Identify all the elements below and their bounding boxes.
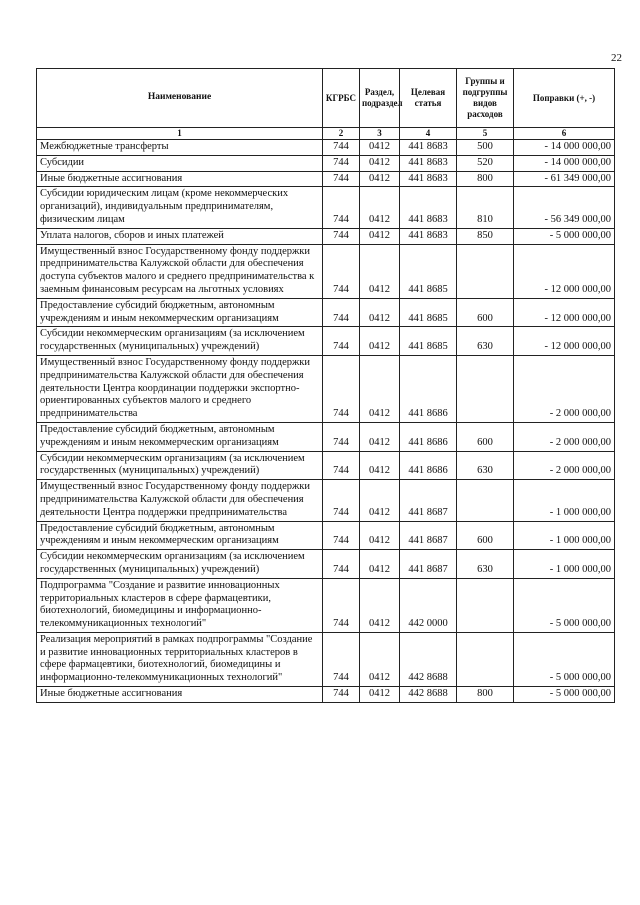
cell-expense-group: 800 [457, 687, 514, 703]
cell-expense-group: 810 [457, 187, 514, 228]
cell-name: Имущественный взнос Государственному фонду поддержки предпринимательства Калужской области для обеспечения доступа субъектов малого и среднего предпринимательства к заемным финансовым ресурсам на льготных условиях [37, 244, 323, 298]
column-number: 6 [514, 128, 615, 140]
cell-target-article: 441 8683 [400, 228, 457, 244]
cell-amendment: - 1 000 000,00 [514, 521, 615, 550]
cell-target-article: 441 8687 [400, 521, 457, 550]
cell-section: 0412 [360, 480, 400, 521]
cell-expense-group [457, 244, 514, 298]
table-row [37, 451, 615, 480]
cell-kgrbs: 744 [323, 298, 360, 327]
cell-name: Иные бюджетные ассигнования [37, 687, 323, 703]
cell-amendment: - 2 000 000,00 [514, 355, 615, 422]
cell-expense-group [457, 355, 514, 422]
cell-amendment: - 5 000 000,00 [514, 228, 615, 244]
cell-name: Подпрограмма "Создание и развитие инновационных территориальных кластеров в сфере фармацевтики, биотехнологий, биомедицины и информационно-телекоммуникационных технологий" [37, 578, 323, 632]
cell-expense-group: 520 [457, 155, 514, 171]
cell-target-article: 441 8683 [400, 171, 457, 187]
cell-kgrbs: 744 [323, 521, 360, 550]
cell-name: Имущественный взнос Государственному фонду поддержки предпринимательства Калужской области для обеспечения деятельности Центра координации поддержки экспортно-ориентированных субъектов малого и среднего предпринимательства [37, 355, 323, 422]
cell-section: 0412 [360, 451, 400, 480]
cell-amendment: - 5 000 000,00 [514, 687, 615, 703]
cell-amendment: - 5 000 000,00 [514, 632, 615, 686]
cell-amendment: - 56 349 000,00 [514, 187, 615, 228]
cell-kgrbs: 744 [323, 451, 360, 480]
column-numbers-row [37, 128, 615, 140]
cell-section: 0412 [360, 187, 400, 228]
cell-name: Предоставление субсидий бюджетным, автономным учреждениям и иным некоммерческим организациям [37, 521, 323, 550]
cell-target-article: 442 0000 [400, 578, 457, 632]
cell-name: Субсидии [37, 155, 323, 171]
cell-name: Реализация мероприятий в рамках подпрограммы "Создание и развитие инновационных территориальных кластеров в сфере фармацевтики, биотехнологий, биомедицины и информационно-телекоммуникационных технологий" [37, 632, 323, 686]
cell-kgrbs: 744 [323, 632, 360, 686]
cell-kgrbs: 744 [323, 480, 360, 521]
cell-section: 0412 [360, 578, 400, 632]
table-row [37, 228, 615, 244]
table-row [37, 155, 615, 171]
cell-name: Уплата налогов, сборов и иных платежей [37, 228, 323, 244]
cell-target-article: 441 8685 [400, 244, 457, 298]
cell-section: 0412 [360, 687, 400, 703]
cell-name: Межбюджетные трансферты [37, 140, 323, 156]
cell-expense-group: 600 [457, 521, 514, 550]
cell-kgrbs: 744 [323, 327, 360, 356]
cell-amendment: - 1 000 000,00 [514, 550, 615, 579]
table-row [37, 422, 615, 451]
cell-expense-group: 600 [457, 422, 514, 451]
column-number: 3 [360, 128, 400, 140]
cell-target-article: 441 8685 [400, 327, 457, 356]
cell-expense-group: 600 [457, 298, 514, 327]
table-row [37, 687, 615, 703]
cell-name: Предоставление субсидий бюджетным, автономным учреждениям и иным некоммерческим организациям [37, 422, 323, 451]
cell-name: Субсидии некоммерческим организациям (за исключением государственных (муниципальных) учреждений) [37, 327, 323, 356]
cell-section: 0412 [360, 521, 400, 550]
cell-amendment: - 12 000 000,00 [514, 327, 615, 356]
page-number: 22 [611, 52, 622, 64]
header-expense-group: Группы и подгруппы видов расходов [457, 69, 514, 128]
cell-name: Субсидии юридическим лицам (кроме некоммерческих организаций), индивидуальным предпринимателям, физическим лицам [37, 187, 323, 228]
cell-section: 0412 [360, 228, 400, 244]
cell-target-article: 441 8687 [400, 550, 457, 579]
cell-amendment: - 2 000 000,00 [514, 451, 615, 480]
budget-amendments-table [36, 68, 615, 703]
table-row [37, 327, 615, 356]
header-target-article: Целевая статья [400, 69, 457, 128]
cell-name: Субсидии некоммерческим организациям (за исключением государственных (муниципальных) учреждений) [37, 451, 323, 480]
table-row [37, 187, 615, 228]
cell-section: 0412 [360, 632, 400, 686]
cell-section: 0412 [360, 171, 400, 187]
cell-expense-group [457, 480, 514, 521]
cell-expense-group: 630 [457, 451, 514, 480]
cell-section: 0412 [360, 327, 400, 356]
table-row [37, 355, 615, 422]
cell-amendment: - 5 000 000,00 [514, 578, 615, 632]
header-name: Наименование [37, 69, 323, 128]
table-header-row [37, 69, 615, 128]
table-row [37, 550, 615, 579]
cell-kgrbs: 744 [323, 155, 360, 171]
cell-amendment: - 61 349 000,00 [514, 171, 615, 187]
cell-name: Иные бюджетные ассигнования [37, 171, 323, 187]
cell-target-article: 441 8686 [400, 355, 457, 422]
cell-section: 0412 [360, 422, 400, 451]
cell-target-article: 441 8683 [400, 140, 457, 156]
table-row [37, 480, 615, 521]
cell-target-article: 441 8683 [400, 187, 457, 228]
cell-target-article: 441 8686 [400, 451, 457, 480]
column-number: 2 [323, 128, 360, 140]
cell-kgrbs: 744 [323, 422, 360, 451]
cell-expense-group [457, 578, 514, 632]
cell-section: 0412 [360, 155, 400, 171]
cell-section: 0412 [360, 298, 400, 327]
cell-name: Имущественный взнос Государственному фонду поддержки предпринимательства Калужской области для обеспечения деятельности Центра поддержки предпринимательства [37, 480, 323, 521]
table-row [37, 521, 615, 550]
cell-expense-group: 630 [457, 327, 514, 356]
table-row [37, 140, 615, 156]
cell-expense-group: 500 [457, 140, 514, 156]
cell-expense-group [457, 632, 514, 686]
header-section: Раздел, подраздел [360, 69, 400, 128]
cell-section: 0412 [360, 550, 400, 579]
cell-amendment: - 14 000 000,00 [514, 155, 615, 171]
cell-name: Субсидии некоммерческим организациям (за исключением государственных (муниципальных) учреждений) [37, 550, 323, 579]
cell-kgrbs: 744 [323, 355, 360, 422]
cell-kgrbs: 744 [323, 228, 360, 244]
cell-kgrbs: 744 [323, 171, 360, 187]
cell-kgrbs: 744 [323, 578, 360, 632]
cell-target-article: 442 8688 [400, 687, 457, 703]
table-row [37, 244, 615, 298]
cell-kgrbs: 744 [323, 140, 360, 156]
cell-target-article: 441 8687 [400, 480, 457, 521]
cell-section: 0412 [360, 244, 400, 298]
cell-amendment: - 12 000 000,00 [514, 298, 615, 327]
column-number: 4 [400, 128, 457, 140]
cell-target-article: 442 8688 [400, 632, 457, 686]
cell-amendment: - 2 000 000,00 [514, 422, 615, 451]
cell-expense-group: 630 [457, 550, 514, 579]
column-number: 1 [37, 128, 323, 140]
header-amendments: Поправки (+, -) [514, 69, 615, 128]
table-row [37, 578, 615, 632]
cell-expense-group: 800 [457, 171, 514, 187]
column-number: 5 [457, 128, 514, 140]
cell-section: 0412 [360, 355, 400, 422]
table-row [37, 632, 615, 686]
table-row [37, 298, 615, 327]
cell-target-article: 441 8686 [400, 422, 457, 451]
cell-section: 0412 [360, 140, 400, 156]
cell-kgrbs: 744 [323, 244, 360, 298]
cell-amendment: - 12 000 000,00 [514, 244, 615, 298]
cell-amendment: - 1 000 000,00 [514, 480, 615, 521]
cell-target-article: 441 8683 [400, 155, 457, 171]
cell-amendment: - 14 000 000,00 [514, 140, 615, 156]
cell-kgrbs: 744 [323, 687, 360, 703]
cell-expense-group: 850 [457, 228, 514, 244]
cell-target-article: 441 8685 [400, 298, 457, 327]
cell-kgrbs: 744 [323, 550, 360, 579]
table-row [37, 171, 615, 187]
cell-kgrbs: 744 [323, 187, 360, 228]
cell-name: Предоставление субсидий бюджетным, автономным учреждениям и иным некоммерческим организациям [37, 298, 323, 327]
header-kgrbs: КГРБС [323, 69, 360, 128]
